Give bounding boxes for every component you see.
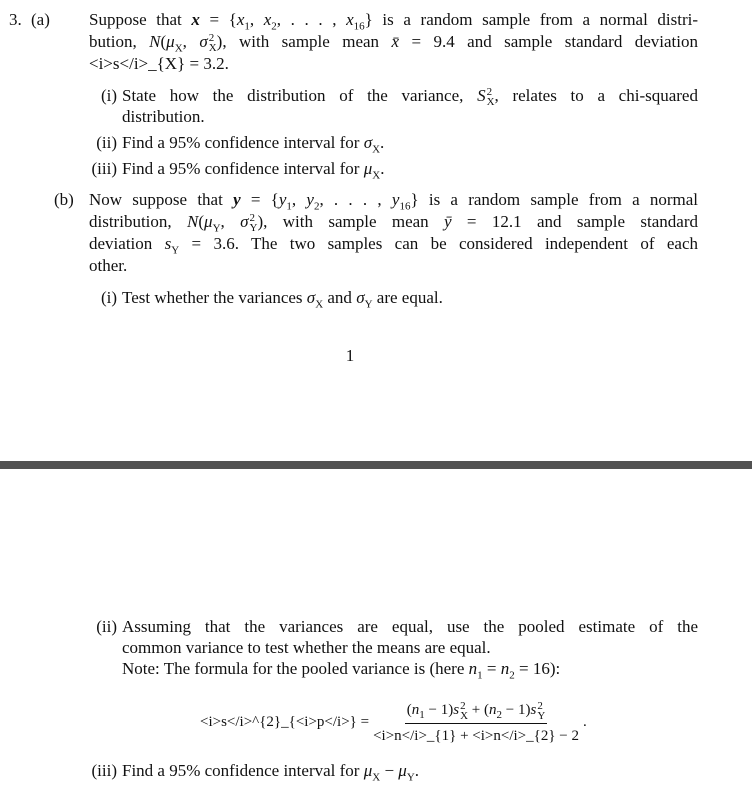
formula-lhs: <i>s</i>^{2}_{<i>p</i>} = bbox=[200, 714, 370, 731]
part-a-ii-label: (ii) bbox=[96, 133, 117, 152]
part-b-i-label: (i) bbox=[100, 288, 117, 307]
page-divider bbox=[0, 461, 752, 469]
part-b-ii-text: common variance to test whether the means are equal. bbox=[122, 638, 491, 657]
part-a-text: <i>s</i>_{X} = 3.2. bbox=[89, 54, 229, 73]
part-a-iii-text: Find a 95% confidence interval for $\mu_X$. bbox=[122, 159, 385, 182]
part-b-iii-text: Find a 95% confidence interval for $\mu_X - \mu_Y$. bbox=[122, 761, 420, 784]
part-a-text: bution, $N(\mu_X$, σ 2 X ), with sample mean x̄ = 9.4 and sample standard deviation bbox=[89, 32, 698, 53]
part-a-i-text: State how the distribution of the variance, S 2 X , relates to a chi-squared bbox=[122, 86, 698, 107]
part-a-label: (a) bbox=[31, 10, 50, 29]
part-a-i-text: distribution. bbox=[122, 107, 205, 126]
part-b-text: Now suppose that $y = \{y_1$, $y_2$, . . . , $y_{16}$} is a random sample from a normal bbox=[89, 190, 698, 211]
part-b-ii-note: Note: The formula for the pooled variance is (here $n_1 = n_2 = 16$): bbox=[122, 659, 561, 682]
part-b-i-text: Test whether the variances $\sigma_X$ and $\sigma_Y$ are equal. bbox=[122, 288, 443, 311]
formula-numerator: $(n_1 - 1)s$ 2 X + $(n_2 - 1)s$ 2 Y bbox=[406, 699, 546, 722]
part-a-iii-label: (iii) bbox=[91, 159, 117, 178]
pooled-variance-formula bbox=[200, 700, 587, 746]
part-a-ii-text: Find a 95% confidence interval for $\sigma_X$. bbox=[122, 133, 385, 156]
part-b-text: deviation $s_Y = 3.6$. The two samples can be considered independent of each bbox=[89, 234, 698, 255]
part-a-i-label: (i) bbox=[100, 86, 117, 105]
formula-period: . bbox=[582, 714, 587, 731]
part-b-ii-text: Assuming that the variances are equal, use the pooled estimate of the bbox=[122, 617, 698, 636]
question-number: 3. bbox=[9, 10, 22, 29]
part-b-text: other. bbox=[89, 256, 128, 275]
formula-denominator: <i>n</i>_{1} + <i>n</i>_{2} − 2 bbox=[373, 727, 579, 744]
part-b-ii-label: (ii) bbox=[96, 617, 117, 636]
part-b-label: (b) bbox=[54, 190, 74, 209]
formula-fraction bbox=[373, 700, 579, 746]
part-a-text: Suppose that $x = \{x_1$, $x_2$, . . . , $x_{16}$} is a random sample from a normal distri- bbox=[89, 10, 698, 31]
part-b-iii-label: (iii) bbox=[91, 761, 117, 780]
part-b-text: distribution, $N(\mu_Y$, σ 2 Y ), with sample mean ȳ = 12.1 and sample standard bbox=[89, 212, 698, 233]
page-number: 1 bbox=[345, 346, 355, 365]
